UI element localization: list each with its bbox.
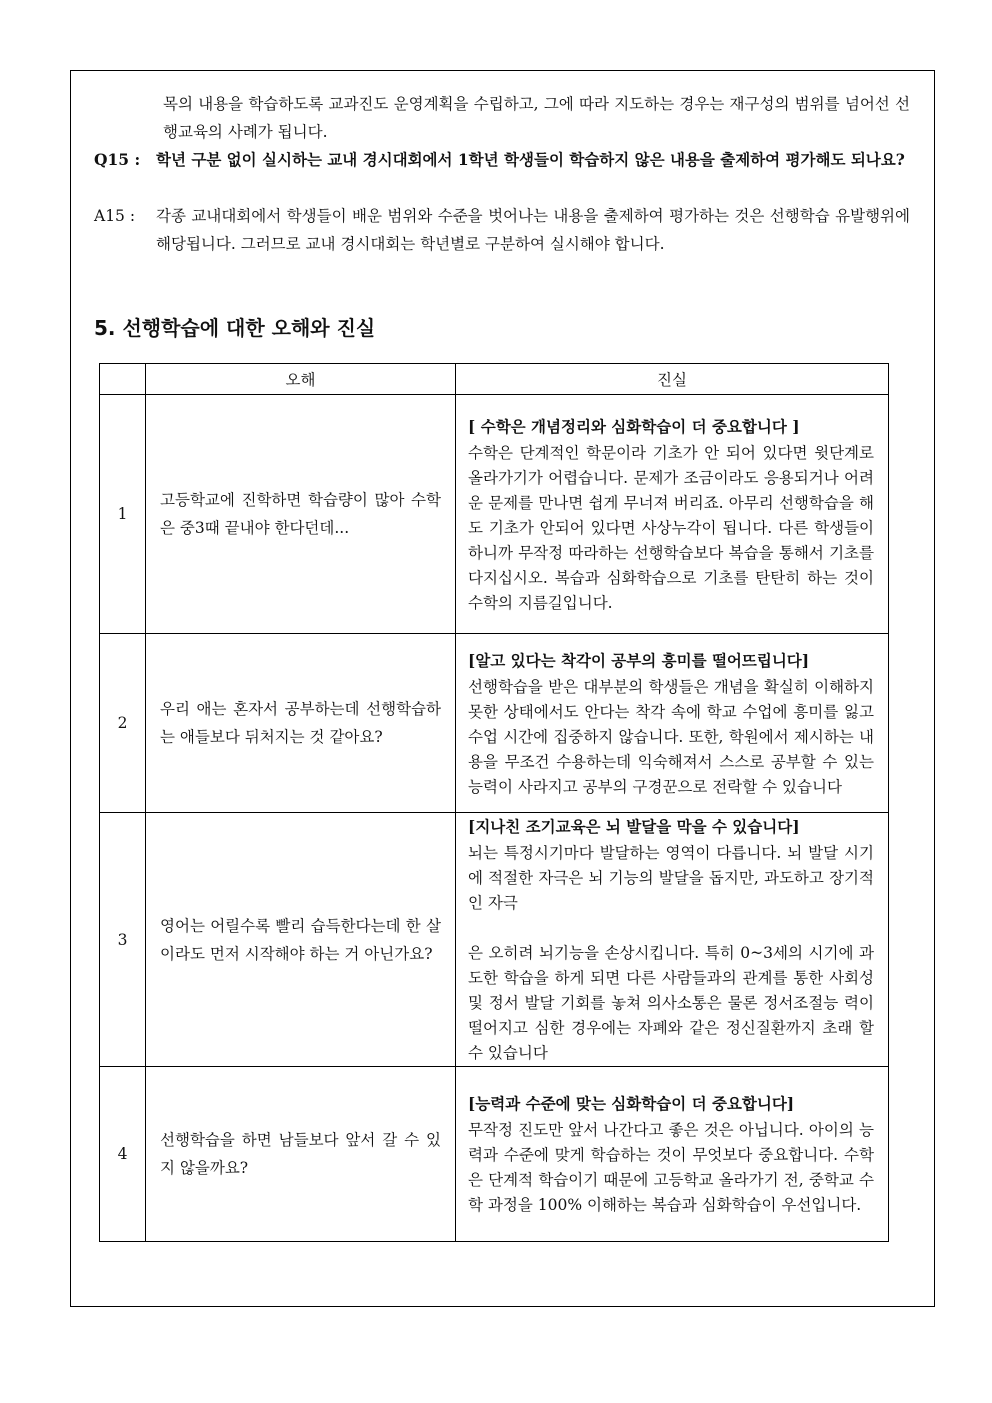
truth-text-continued: 은 오히려 뇌기능을 손상시킵니다. 특히 0~3세의 시기에 과도한 학습을 하게 되면 다른 사람들과의 관계를 통한 사회성 및 정서 발달 기회를 놓쳐 의사소통은 물론 정서조절능 력이 떨어지고 심한 경우에는 자폐와 같은 정신질환까지 초래 할 수 있습니다 <box>468 944 874 1062</box>
myth-truth-table <box>99 363 889 1242</box>
truth-title: [능력과 수준에 맞는 심화학습이 더 중요합니다] <box>468 1094 795 1113</box>
truth-title: [지나친 조기교육은 뇌 발달을 막을 수 있습니다] <box>468 817 800 836</box>
truth-text: 무작정 진도만 앞서 나간다고 좋은 것은 아닙니다. 아이의 능력과 수준에 맞게 학습하는 것이 무엇보다 중요합니다. 수학은 단계적 학습이기 때문에 고등학교 올라가기 전, 중학교 수학 과정을 100% 이해하는 복습과 심화학습이 우선입니다. <box>468 1121 874 1214</box>
intro-text: 목의 내용을 학습하도록 교과진도 운영계획을 수립하고, 그에 따라 지도하는 경우는 재구성의 범위를 넘어선 선행교육의 사례가 됩니다. <box>163 95 910 141</box>
header-misconception: 오해 <box>146 364 456 395</box>
table-row <box>100 634 889 813</box>
truth-cell <box>456 1067 889 1242</box>
misconception-text: 우리 애는 혼자서 공부하는데 선행학습하는 애들보다 뒤처지는 것 같아요? <box>160 700 441 746</box>
truth-cell <box>456 395 889 634</box>
truth-title: [알고 있다는 착각이 공부의 흥미를 떨어뜨립니다] <box>468 650 810 670</box>
table-row <box>100 1067 889 1242</box>
truth-text: 선행학습을 받은 대부분의 학생들은 개념을 확실히 이해하지 못한 상태에서도 안다는 착각 속에 학교 수업에 흥미를 잃고 수업 시간에 집중하지 않습니다. 또한, 학원에서 제시하는 내용을 무조건 수용하는데 익숙해져서 스스로 공부할 수 있는 능력이 사라지고 공부의 구경꾼으로 전락할 수 있습니다 <box>468 677 874 796</box>
row-number: 3 <box>100 813 146 1067</box>
row-number: 4 <box>100 1067 146 1242</box>
section-title: 5. 선행학습에 대한 오해와 진실 <box>94 316 376 340</box>
header-number <box>100 364 146 395</box>
answer-a15 <box>94 202 910 258</box>
a15-label: A15 : <box>94 207 136 225</box>
intro-paragraph <box>163 90 910 146</box>
row-number: 2 <box>100 634 146 813</box>
table-header-row <box>100 364 889 395</box>
truth-cell <box>456 813 889 1067</box>
misconception-text: 영어는 어릴수록 빨리 습득한다는데 한 살이라도 먼저 시작해야 하는 거 아닌가요? <box>160 916 441 963</box>
header-truth: 진실 <box>456 364 889 395</box>
truth-text: 뇌는 특정시기마다 발달하는 영역이 다릅니다. 뇌 발달 시기에 적절한 자극은 뇌 기능의 발달을 돕지만, 과도하고 장기적인 자극 <box>468 844 874 912</box>
misconception-text: 고등학교에 진학하면 학습량이 많아 수학은 중3때 끝내야 한다던데... <box>160 491 441 537</box>
q15-label: Q15 : <box>94 150 141 169</box>
paragraph-gap <box>468 916 874 941</box>
truth-cell <box>456 634 889 813</box>
question-q15 <box>94 146 910 174</box>
table-row <box>100 813 889 1067</box>
row-number: 1 <box>100 395 146 634</box>
a15-text: 각종 교내대회에서 학생들이 배운 범위와 수준을 벗어나는 내용을 출제하여 평가하는 것은 선행학습 유발행위에 해당됩니다. 그러므로 교내 경시대회는 학년별로 구분하여 실시해야 합니다. <box>156 207 910 253</box>
misconception-cell <box>146 1067 456 1242</box>
misconception-cell <box>146 634 456 813</box>
q15-text: 학년 구분 없이 실시하는 교내 경시대회에서 1학년 학생들이 학습하지 않은 내용을 출제하여 평가해도 되나요? <box>156 150 905 169</box>
misconception-cell <box>146 395 456 634</box>
misconception-text: 선행학습을 하면 남들보다 앞서 갈 수 있지 않을까요? <box>160 1131 441 1177</box>
misconception-cell <box>146 813 456 1067</box>
truth-title: [ 수학은 개념정리와 심화학습이 더 중요합니다 ] <box>468 416 800 436</box>
truth-text: 수학은 단계적인 학문이라 기초가 안 되어 있다면 윗단계로 올라가기가 어렵습니다. 문제가 조금이라도 응용되거나 어려운 문제를 만나면 쉽게 무너져 버리죠. 아무리 선행학습을 해도 기초가 안되어 있다면 사상누각이 됩니다. 다른 학생들이 하니까 무작정 따라하는 선행학습보다 복습을 통해서 기초를 다지십시오. 복습과 심화학습으로 기초를 탄탄히 하는 것이 수학의 지름길입니다. <box>468 443 874 612</box>
table-row <box>100 395 889 634</box>
